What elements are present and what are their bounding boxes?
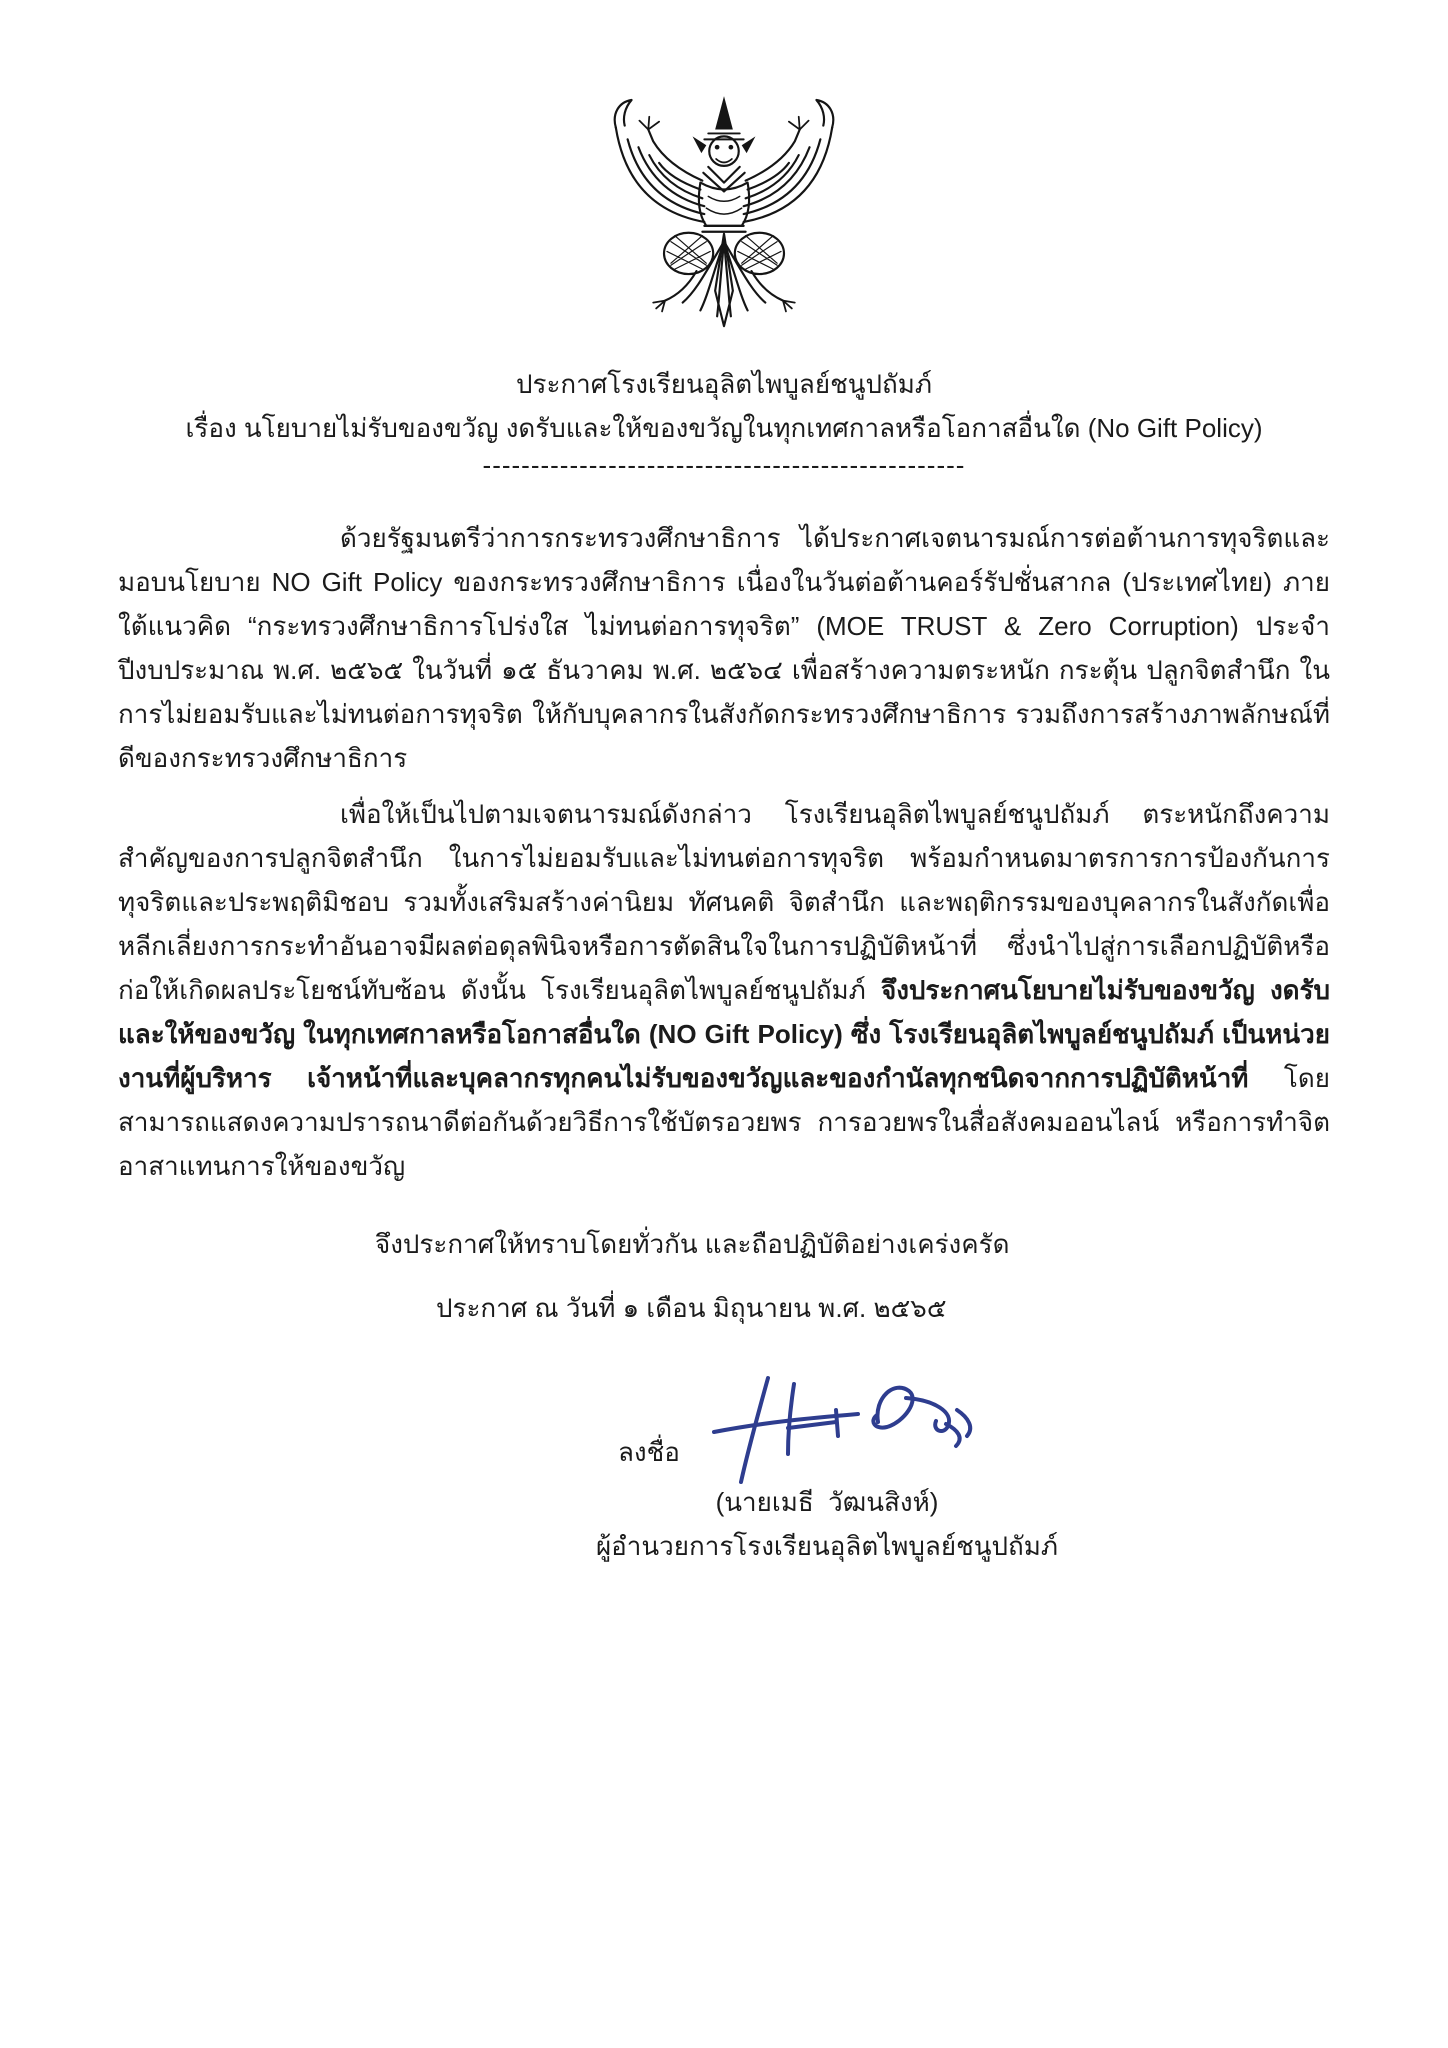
signature-row bbox=[618, 1368, 1330, 1480]
announcement-date: ประกาศ ณ วันที่ ๑ เดือน มิถุนายน พ.ศ. ๒๕๖๕ bbox=[436, 1293, 947, 1323]
signature-label: ลงชื่อ bbox=[618, 1437, 680, 1467]
paragraph-segment: ด้วยรัฐมนตรีว่าการกระทรวงศึกษาธิการ ได้ประกาศเจตนารมณ์การต่อต้านการทุจริตและมอบนโยบาย NO Gift Policy ของกระทรวงศึกษาธิการ เนื่องในวันต่อต้านคอร์รัปชั่นสากล (ประเทศไทย) ภายใต้แนวคิด “กระทรวงศึกษาธิการโปร่งใส ไม่ทนต่อการทุจริต” (MOE TRUST & Zero Corruption) ประจำปีงบประมาณ พ.ศ. ๒๕๖๕ ในวันที่ ๑๕ ธันวาคม พ.ศ. ๒๕๖๔ เพื่อสร้างความตระหนัก กระตุ้น ปลูกจิตสำนึก ในการไม่ยอมรับและไม่ทนต่อการทุจริต ให้กับบุคลากรในสังกัดกระทรวงศึกษาธิการ รวมถึงการสร้างภาพลักษณ์ที่ดีของกระทรวงศึกษาธิการ bbox=[118, 523, 1330, 773]
paragraph-segment: โดยสามารถแสดงความปรารถนาดีต่อกันด้วยวิธีการใช้บัตรอวยพร การอวยพรในสื่อสังคมออนไลน์ หรือการทำจิตอาสาแทนการให้ของขวัญ bbox=[118, 1063, 1330, 1181]
signature-block bbox=[118, 1368, 1330, 1568]
signer-name: (นายเมธี วัฒนสิงห์) bbox=[715, 1487, 939, 1517]
announcement-subject: เรื่อง นโยบายไม่รับของขวัญ งดรับและให้ของขวัญในทุกเทศกาลหรือโอกาสอื่นใด (No Gift Policy) bbox=[185, 413, 1263, 443]
handwritten-signature-icon bbox=[706, 1370, 986, 1488]
paragraph bbox=[118, 792, 1330, 1188]
paragraph-segment: จึงประกาศนโยบายไม่รับของขวัญ งดรับและให้ของขวัญ ในทุกเทศกาลหรือโอกาสอื่นใด (NO Gift Policy) ซึ่ง โรงเรียนอุลิตไพบูลย์ชนูปถัมภ์ เป็นหน่วยงานที่ผู้บริหาร เจ้าหน้าที่และบุคลากรทุกคนไม่รับของขวัญและของกำนัลทุกชนิดจากการปฏิบัติหน้าที่ bbox=[118, 975, 1330, 1093]
paragraph bbox=[118, 516, 1330, 780]
closing-statement: จึงประกาศให้ทราบโดยทั่วกัน และถือปฏิบัติอย่างเคร่งครัด bbox=[375, 1229, 1010, 1259]
signature-strokes bbox=[714, 1378, 970, 1482]
announcement-title: ประกาศโรงเรียนอุลิตไพบูลย์ชนูปถัมภ์ bbox=[515, 369, 933, 399]
dashed-divider: -------------------------------------------------- bbox=[482, 450, 966, 480]
signer-title: ผู้อำนวยการโรงเรียนอุลิตไพบูลย์ชนูปถัมภ์ bbox=[595, 1531, 1059, 1561]
garuda-emblem-icon bbox=[606, 92, 842, 344]
document-body bbox=[118, 516, 1330, 1188]
paragraph-segment: เพื่อให้เป็นไปตามเจตนารมณ์ดังกล่าว โรงเรียนอุลิตไพบูลย์ชนูปถัมภ์ ตระหนักถึงความสำคัญของการปลูกจิตสำนึก ในการไม่ยอมรับและไม่ทนต่อการทุจริต พร้อมกำหนดมาตรการการป้องกันการทุจริตและประพฤติมิชอบ รวมทั้งเสริมสร้างค่านิยม ทัศนคติ จิตสำนึก และพฤติกรรมของบุคลากรในสังกัดเพื่อหลีกเลี่ยงการกระทำอันอาจมีผลต่อดุลพินิจหรือการตัดสินใจในการปฏิบัติหน้าที่ ซึ่งนำไปสู่การเลือกปฏิบัติหรือก่อให้เกิดผลประโยชน์ทับซ้อน ดังนั้น โรงเรียนอุลิตไพบูลย์ชนูปถัมภ์ bbox=[118, 799, 1330, 1005]
emblem-container bbox=[118, 92, 1330, 348]
document-header bbox=[118, 362, 1330, 478]
